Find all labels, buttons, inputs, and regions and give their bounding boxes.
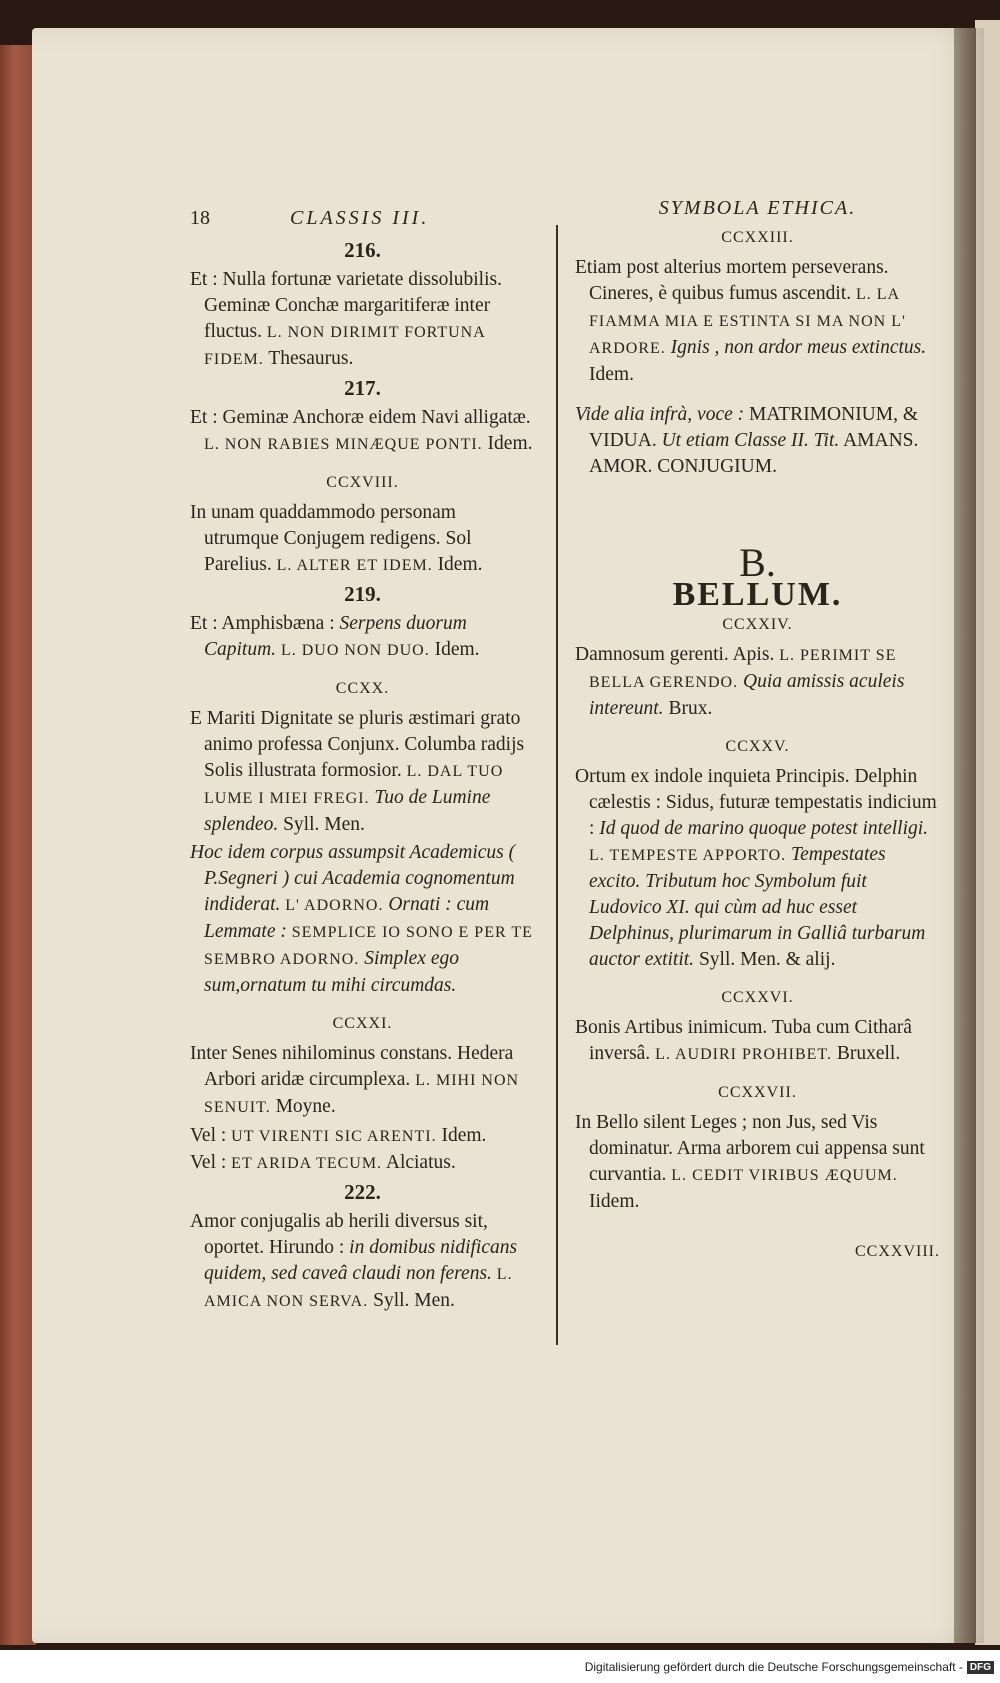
page-gutter bbox=[954, 28, 976, 1643]
lemma: L' ADORNO. bbox=[285, 897, 384, 914]
italic-note: Ut etiam Classe II. Tit. bbox=[661, 430, 840, 451]
source: Iidem. bbox=[589, 1191, 640, 1212]
italic-gloss: Tuo de Lumine splendeo. bbox=[204, 787, 491, 835]
entry-224 bbox=[575, 642, 940, 722]
classis-title: CLASSIS III. bbox=[290, 207, 430, 229]
entry-number: 222. bbox=[344, 1180, 381, 1204]
italic-note: Hoc idem corpus assumpsit Academicus ( P.Segneri ) cui Academia cognomentum indiderat. bbox=[190, 842, 516, 915]
book-edge bbox=[0, 45, 36, 1645]
entry-number: CCXXI. bbox=[332, 1015, 393, 1032]
source: Idem. bbox=[441, 1125, 487, 1146]
entry-219 bbox=[190, 611, 535, 664]
entry-221-vel1 bbox=[190, 1123, 535, 1150]
entry-text: Amor conjugalis ab herili diversus sit, oportet. Hirundo : bbox=[190, 1211, 488, 1258]
catchword: CCXXVIII. bbox=[855, 1243, 940, 1260]
entry-number: 217. bbox=[344, 376, 381, 400]
lemma: SEMPLICE IO SONO E PER TE SEMBRO ADORNO. bbox=[204, 924, 533, 968]
entry-220 bbox=[190, 706, 535, 838]
entry-221 bbox=[190, 1041, 535, 1121]
dfg-logo: DFG bbox=[967, 1661, 994, 1674]
entry-number: CCXXVII. bbox=[718, 1084, 797, 1101]
lemma: L. TEMPESTE APPORTO. bbox=[589, 847, 787, 864]
lemma: L. NON RABIES MINÆQUE PONTI. bbox=[204, 436, 483, 453]
italic-gloss: Tempestates excito. Tributum hoc Symbolum fuit Ludovico XI. qui cùm ad huc esset Delphinus, plurimarum in Galliâ turbarum auctor extitit. bbox=[589, 844, 926, 970]
right-column bbox=[575, 195, 940, 1265]
lemma: L. AMICA NON SERVA. bbox=[204, 1266, 513, 1310]
source: Idem. bbox=[589, 364, 634, 385]
entry-227 bbox=[575, 1110, 940, 1215]
entry-number: CCXVIII. bbox=[326, 474, 399, 491]
vel-prefix: Vel : bbox=[190, 1152, 227, 1173]
lemma: L. DUO NON DUO. bbox=[280, 642, 430, 659]
italic-gloss: Id quod de marino quoque potest intelligi. bbox=[599, 818, 929, 839]
lemma: L. ALTER ET IDEM. bbox=[276, 557, 433, 574]
lemma: L. LA FIAMMA MIA E ESTINTA SI MA NON L' ARDORE. bbox=[589, 286, 906, 357]
lemma: L. PERIMIT SE BELLA GERENDO. bbox=[589, 647, 897, 691]
lemma: L. MIHI NON SENUIT. bbox=[204, 1072, 520, 1116]
reference-caps: MATRIMONIUM, & VIDUA. bbox=[589, 404, 919, 451]
source: Syll. Men. & alij. bbox=[698, 949, 836, 970]
entry-text: Et : Amphisbæna : bbox=[190, 613, 335, 634]
source: Idem. bbox=[434, 639, 480, 660]
lemma: L. NON DIRIMIT FORTUNA FIDEM. bbox=[204, 324, 485, 368]
lemma: L. CEDIT VIRIBUS ÆQUUM. bbox=[671, 1167, 898, 1184]
lemma: L. AUDIRI PROHIBET. bbox=[655, 1046, 832, 1063]
source: Idem. bbox=[487, 433, 533, 454]
symbola-title: SYMBOLA ETHICA. bbox=[658, 197, 857, 219]
entry-223 bbox=[575, 255, 940, 388]
source: Thesaurus. bbox=[268, 348, 354, 369]
reference-caps: AMANS. AMOR. CONJUGIUM. bbox=[589, 430, 919, 477]
entry-220-note bbox=[190, 840, 535, 999]
entry-218 bbox=[190, 500, 535, 579]
entry-text: Ortum ex indole inquieta Principis. Delphin cælestis : Sidus, futuræ tempestatis indicium : bbox=[575, 766, 937, 839]
lemma: UT VIRENTI SIC ARENTI. bbox=[231, 1128, 437, 1145]
entry-text: E Mariti Dignitate se pluris æstimari grato animo professa Conjunx. Columba radijs Solis illustrata formosior. bbox=[190, 708, 525, 781]
entry-text: In unam quaddammodo personam utrumque Conjugem redigens. Sol Parelius. bbox=[190, 502, 472, 575]
entry-number: CCXXVI. bbox=[721, 989, 794, 1006]
entry-number: 216. bbox=[344, 238, 381, 262]
italic-gloss: Ignis , non ardor meus extinctus. bbox=[670, 337, 927, 358]
entry-text: Etiam post alterius mortem perseverans. Cineres, è quibus fumus ascendit. bbox=[575, 257, 889, 304]
section-letter: B. bbox=[739, 540, 776, 585]
entry-225 bbox=[575, 764, 940, 973]
entry-text: Et : Nulla fortunæ varietate dissolubilis. Geminæ Conchæ margaritiferæ inter fluctus. bbox=[190, 269, 502, 342]
section-title: BELLUM. bbox=[672, 576, 843, 613]
source: Moyne. bbox=[275, 1096, 336, 1117]
footer-text: Digitalisierung gefördert durch die Deutsche Forschungsgemeinschaft - bbox=[584, 1660, 963, 1674]
entry-number: 219. bbox=[344, 582, 381, 606]
italic-gloss: in domibus nidificans quidem, sed caveâ claudi non ferens. bbox=[204, 1237, 518, 1284]
source: Syll. Men. bbox=[283, 814, 365, 835]
source: Brux. bbox=[668, 698, 713, 719]
italic-gloss: Quia amissis aculeis intereunt. bbox=[589, 671, 905, 719]
entry-text: Inter Senes nihilominus constans. Hedera Arbori aridæ circumplexa. bbox=[190, 1043, 514, 1090]
entry-number: CCXXV. bbox=[725, 738, 790, 755]
lemma: L. DAL TUO LUME I MIEI FREGI. bbox=[204, 763, 504, 807]
source: Bruxell. bbox=[836, 1043, 901, 1064]
entry-text: Et : Geminæ Anchoræ eidem Navi alligatæ. bbox=[190, 407, 531, 428]
entry-number: CCXX. bbox=[335, 680, 390, 697]
source: Syll. Men. bbox=[373, 1290, 455, 1311]
entry-217 bbox=[190, 405, 535, 458]
entry-226 bbox=[575, 1015, 940, 1068]
source: Idem. bbox=[437, 554, 483, 575]
entry-222 bbox=[190, 1209, 535, 1315]
italic-note: Ornati : cum Lemmate : bbox=[204, 894, 490, 942]
running-head-left bbox=[190, 205, 535, 231]
lemma: ET ARIDA TECUM. bbox=[231, 1155, 383, 1172]
left-column bbox=[190, 205, 535, 1317]
entry-221-vel2 bbox=[190, 1150, 535, 1177]
entry-text: Bonis Artibus inimicum. Tuba cum Citharâ inversâ. bbox=[575, 1017, 912, 1064]
entry-number: CCXXIV. bbox=[722, 616, 793, 633]
italic-gloss: Serpens duorum Capitum. bbox=[204, 613, 467, 660]
page-number: 18 bbox=[190, 207, 210, 229]
italic-note: Simplex ego sum,ornatum tu mihi circumdas. bbox=[204, 948, 459, 996]
entry-text: In Bello silent Leges ; non Jus, sed Vis dominatur. Arma arborem cui appensa sunt curvantia. bbox=[575, 1112, 925, 1185]
footer-credit bbox=[585, 1660, 994, 1674]
entry-number: CCXXIII. bbox=[721, 229, 794, 246]
column-divider bbox=[556, 225, 558, 1345]
entry-216 bbox=[190, 267, 535, 373]
vel-prefix: Vel : bbox=[190, 1125, 227, 1146]
source: Alciatus. bbox=[385, 1152, 456, 1173]
italic-note: Vide alia infrà, voce : bbox=[575, 404, 745, 425]
cross-reference bbox=[575, 402, 940, 480]
entry-text: Damnosum gerenti. Apis. bbox=[575, 644, 775, 665]
